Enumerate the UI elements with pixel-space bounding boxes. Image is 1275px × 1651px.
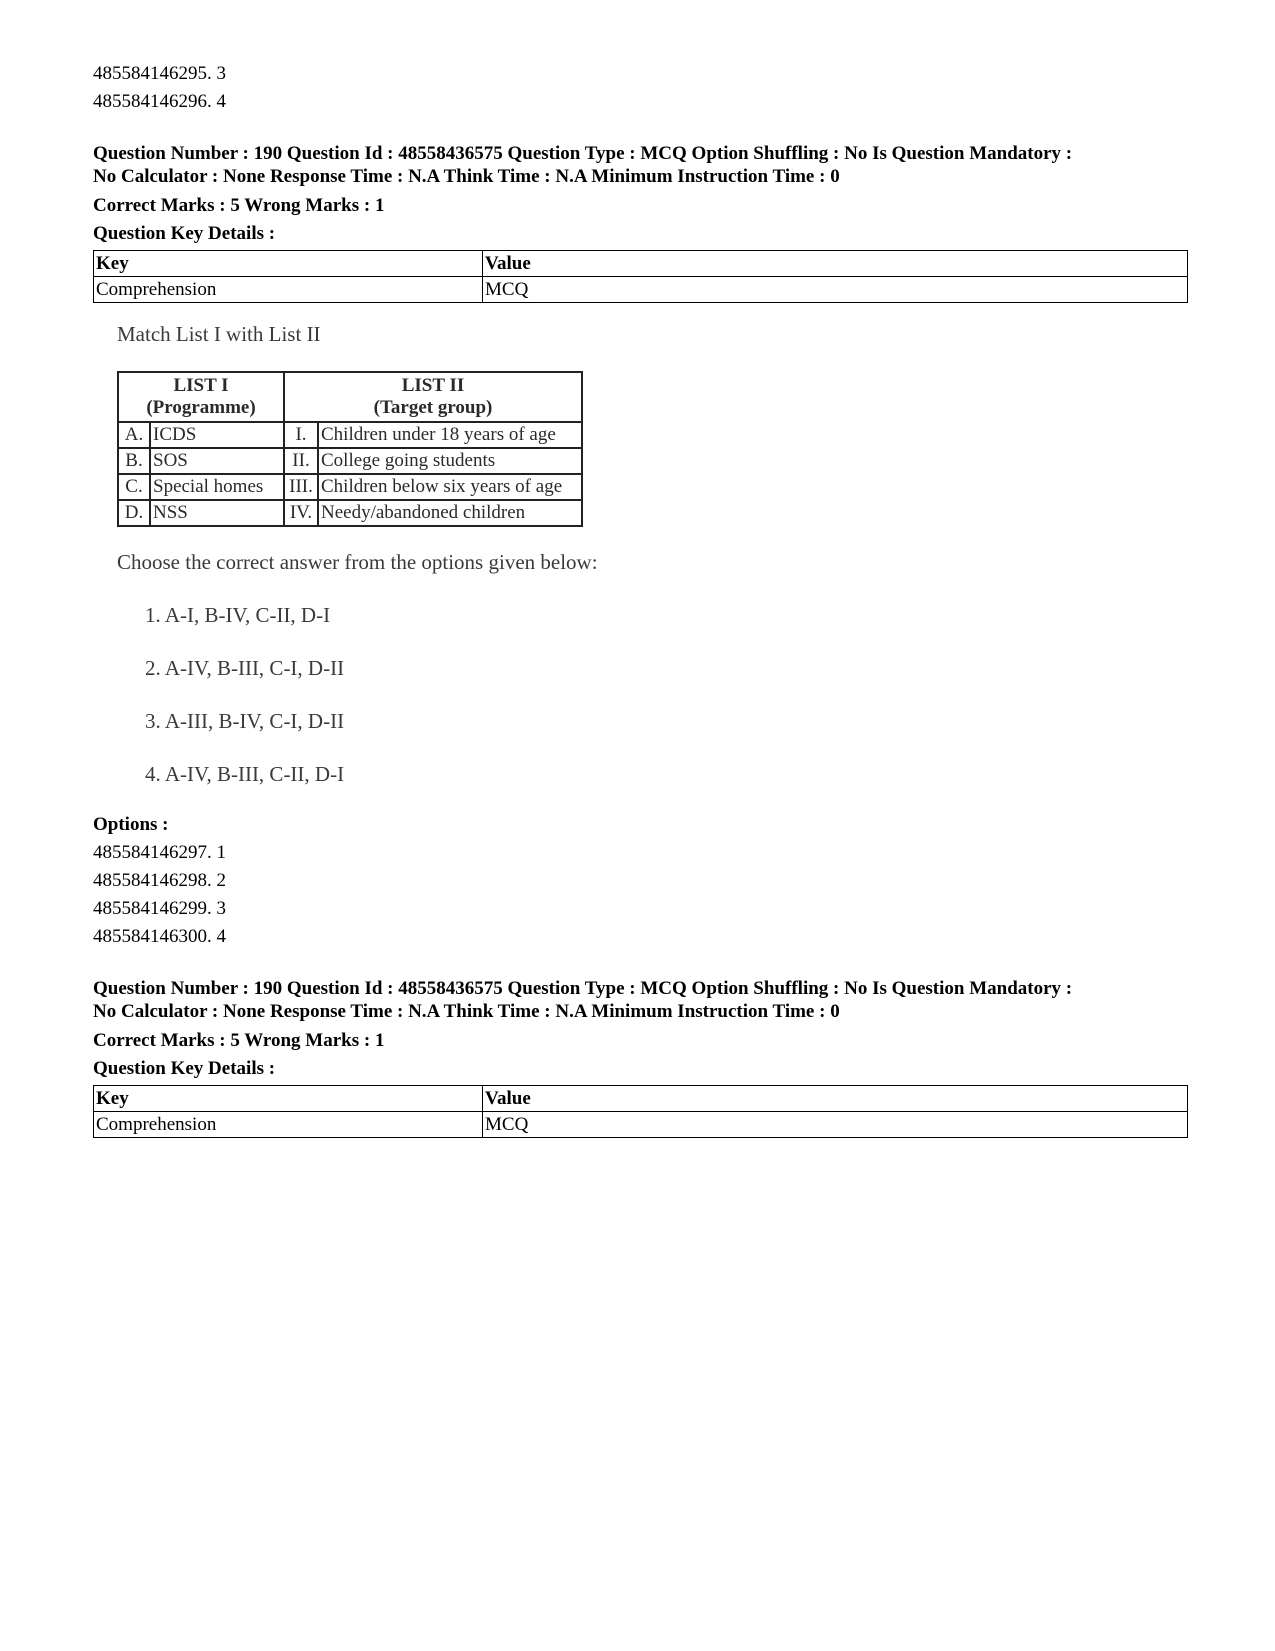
option-item: 485584146300. 4 [93, 926, 226, 947]
option-item: 485584146296. 4 [93, 91, 226, 112]
choose-instruction: Choose the correct answer from the options given below: [117, 550, 598, 574]
programme: NSS [150, 500, 284, 526]
table-row [94, 1086, 1188, 1112]
value-cell: MCQ [483, 277, 1188, 303]
list2-header [284, 372, 582, 422]
option-item: 485584146295. 3 [93, 63, 226, 84]
key-details-label: Question Key Details : [93, 223, 276, 244]
table-row [118, 372, 582, 422]
marks-line: Correct Marks : 5 Wrong Marks : 1 [93, 195, 385, 216]
target-group: Children below six years of age [318, 474, 582, 500]
value-cell: MCQ [483, 1112, 1188, 1138]
question-meta-line-2: No Calculator : None Response Time : N.A Think Time : N.A Minimum Instruction Time : 0 [93, 1001, 840, 1022]
question-meta-line-1: Question Number : 190 Question Id : 48558436575 Question Type : MCQ Option Shuffling : No Is Question Mandatory : [93, 143, 1073, 164]
key-header: Key [94, 251, 483, 277]
programme: ICDS [150, 422, 284, 448]
programme: Special homes [150, 474, 284, 500]
target-group: Needy/abandoned children [318, 500, 582, 526]
list2-subtitle: (Target group) [373, 397, 493, 418]
list2-title: LIST II [401, 375, 465, 396]
list1-title: LIST I [173, 375, 229, 396]
key-details-table [93, 1085, 1188, 1138]
table-row [94, 1112, 1188, 1138]
answer-choice: 2. A-IV, B-III, C-I, D-II [145, 656, 345, 680]
key-cell: Comprehension [94, 1112, 483, 1138]
answer-choices [117, 602, 1188, 787]
list1-header [118, 372, 284, 422]
table-row [118, 422, 582, 448]
answer-choice: 1. A-I, B-IV, C-II, D-I [145, 603, 331, 627]
value-header: Value [483, 1086, 1188, 1112]
list2-code: IV. [284, 500, 318, 526]
answer-choice: 3. A-III, B-IV, C-I, D-II [145, 709, 345, 733]
list2-code: III. [284, 474, 318, 500]
marks-line: Correct Marks : 5 Wrong Marks : 1 [93, 1030, 385, 1051]
document-page [93, 60, 1188, 1138]
list1-code: B. [118, 448, 150, 474]
option-item: 485584146298. 2 [93, 870, 226, 891]
target-group: College going students [318, 448, 582, 474]
table-row [118, 500, 582, 526]
key-details-label: Question Key Details : [93, 1058, 276, 1079]
list1-subtitle: (Programme) [146, 397, 256, 418]
table-row [94, 277, 1188, 303]
question-meta-line-1: Question Number : 190 Question Id : 48558436575 Question Type : MCQ Option Shuffling : No Is Question Mandatory : [93, 978, 1073, 999]
table-row [118, 448, 582, 474]
value-header: Value [483, 251, 1188, 277]
target-group: Children under 18 years of age [318, 422, 582, 448]
answer-choice: 4. A-IV, B-III, C-II, D-I [145, 762, 345, 786]
programme: SOS [150, 448, 284, 474]
list1-code: A. [118, 422, 150, 448]
option-item: 485584146299. 3 [93, 898, 226, 919]
list2-code: I. [284, 422, 318, 448]
table-row [94, 251, 1188, 277]
question-block-1 [93, 142, 1188, 303]
key-header: Key [94, 1086, 483, 1112]
key-cell: Comprehension [94, 277, 483, 303]
question-image [117, 321, 1188, 811]
match-table [117, 371, 583, 527]
list2-code: II. [284, 448, 318, 474]
previous-options [93, 60, 1188, 116]
options-label: Options : [93, 814, 169, 835]
option-item: 485584146297. 1 [93, 842, 226, 863]
question-stem: Match List I with List II [117, 322, 321, 346]
question-meta-line-2: No Calculator : None Response Time : N.A Think Time : N.A Minimum Instruction Time : 0 [93, 166, 840, 187]
question-block-2 [93, 977, 1188, 1138]
list1-code: C. [118, 474, 150, 500]
options-list [93, 839, 1188, 951]
list1-code: D. [118, 500, 150, 526]
table-row [118, 474, 582, 500]
key-details-table [93, 250, 1188, 303]
